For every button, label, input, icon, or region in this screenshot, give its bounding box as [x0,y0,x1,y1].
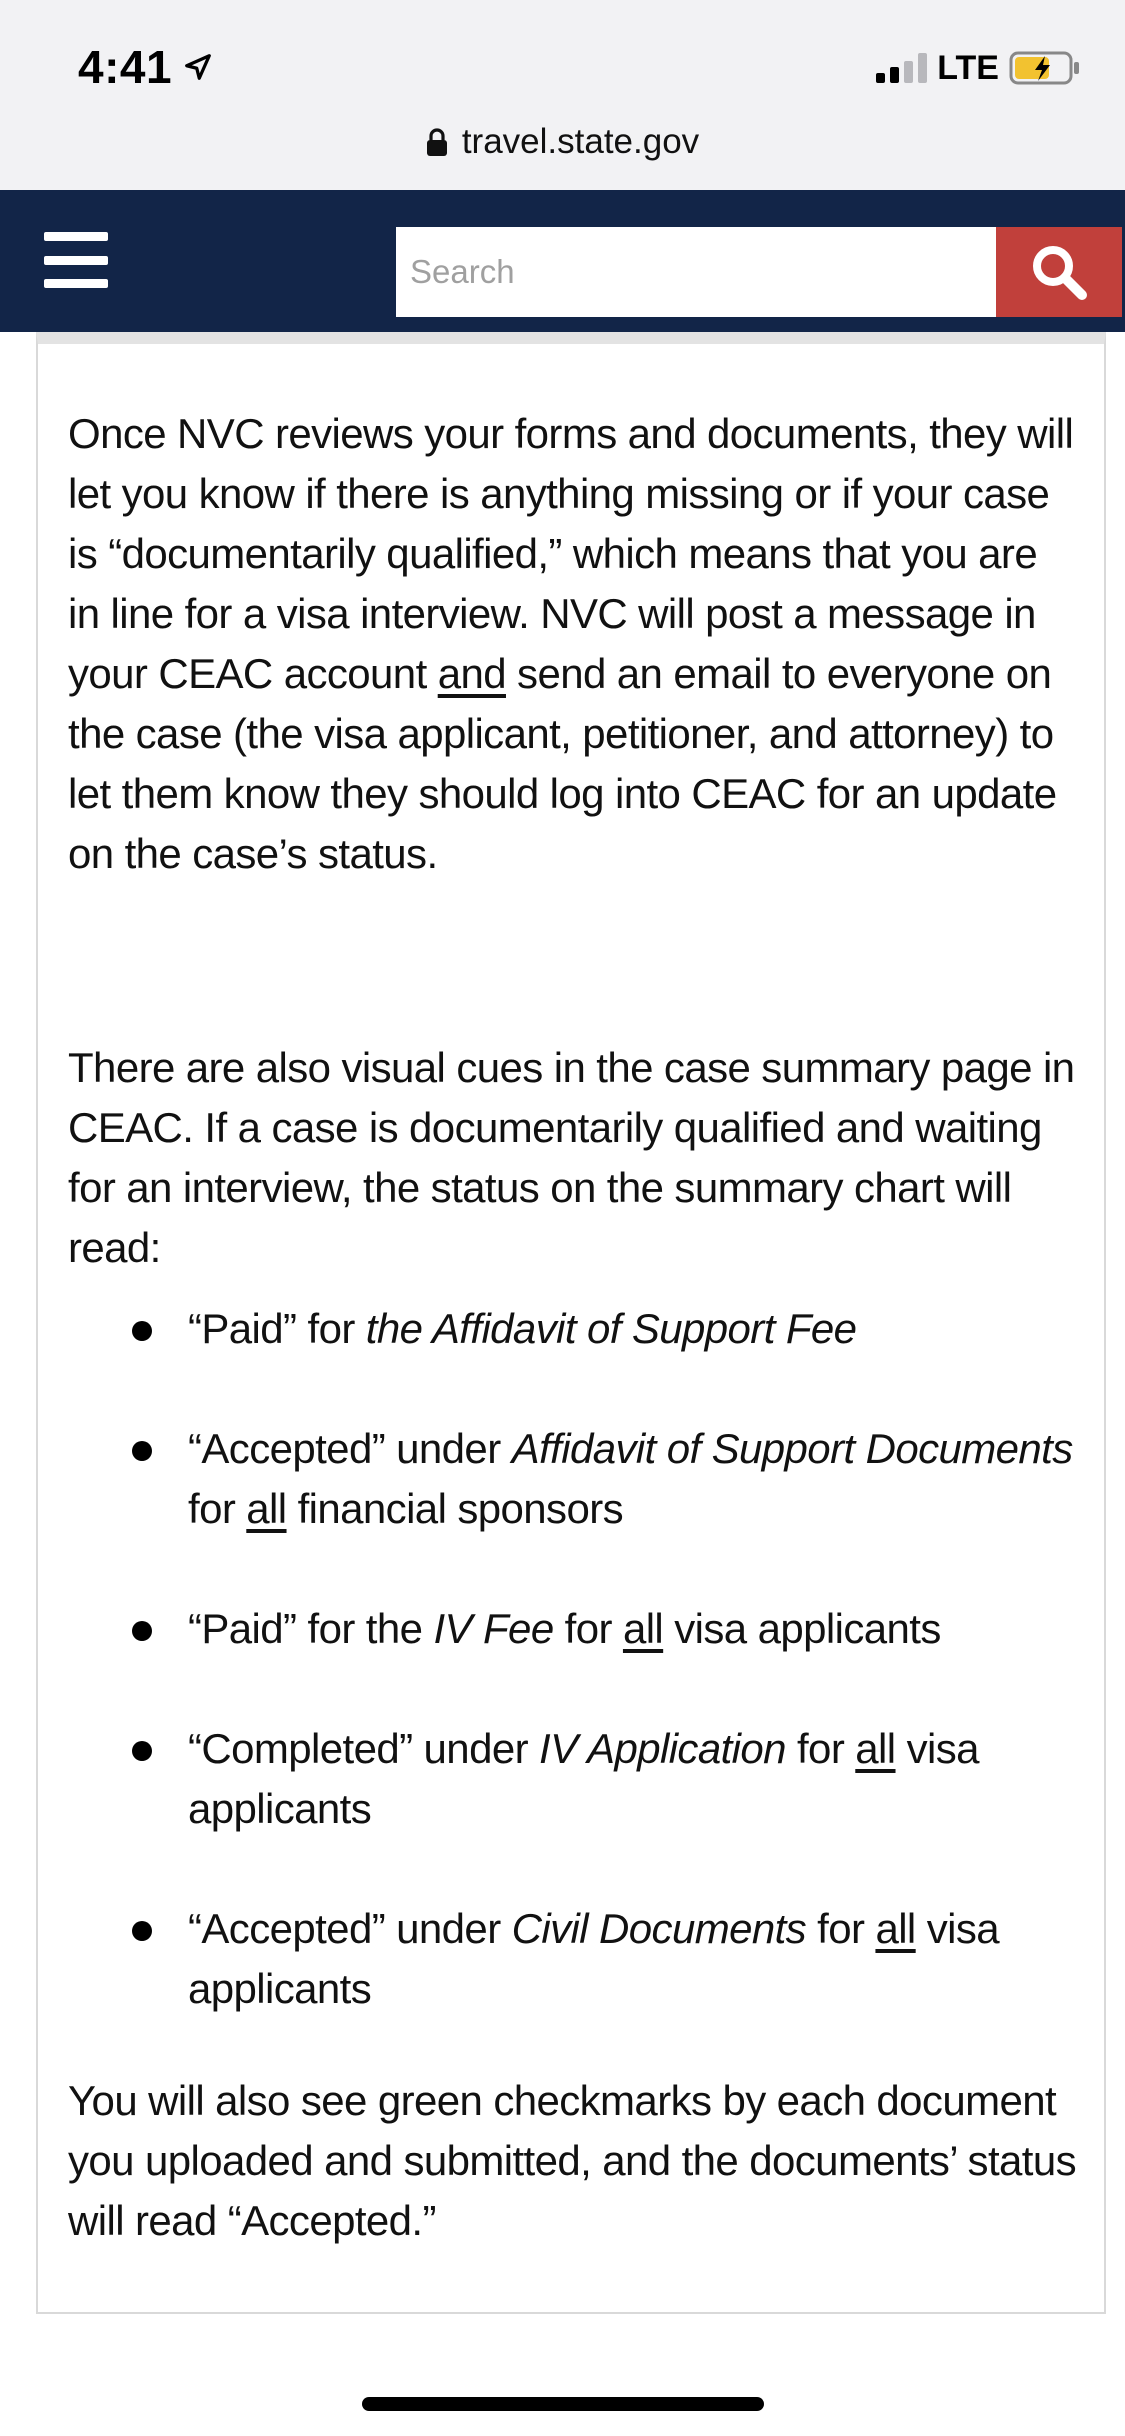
cue-rest: visa applicants [188,1725,979,1832]
content-card [36,332,1106,2314]
cue-emphasis: all [246,1485,287,1532]
cue-status: “Paid” for [188,1305,366,1352]
cue-item: Affidavit of Support Documents [511,1425,1073,1472]
paragraph-visual-cues: There are also visual cues in the case summary page in CEAC. If a case is documentarily qualified and waiting for an interview, the status on the summary chart will read: [68,1044,1075,1271]
menu-icon[interactable] [44,232,108,288]
underlined-text: and [437,650,506,697]
cue-rest: visa applicants [663,1605,941,1652]
paragraph-nvc-review [68,404,1078,884]
lock-icon [426,127,448,157]
cue-status: “Accepted” under [188,1425,512,1472]
home-indicator[interactable] [362,2397,764,2411]
signal-strength-icon [876,53,927,83]
cue-item: IV Application [539,1725,786,1772]
list-item [68,1899,1078,2019]
cue-connector: for [806,1905,876,1952]
list-item [68,1719,1078,1839]
cue-status: “Paid” for the [188,1605,434,1652]
cue-connector: for [553,1605,623,1652]
cue-status: “Accepted” under [188,1905,512,1952]
search-icon [1028,241,1090,303]
cue-emphasis: all [875,1905,916,1952]
search-input[interactable] [396,227,996,317]
network-type: LTE [937,48,999,87]
cue-item: the Affidavit of Support Fee [365,1305,857,1352]
cue-connector: for [188,1485,247,1532]
paragraph-checkmarks: You will also see green checkmarks by each document you uploaded and submitted, and the documents’ status will read “Accepted.” [68,2077,1077,2244]
cue-connector: for [785,1725,856,1772]
url-text: travel.state.gov [461,122,700,161]
list-item [68,1419,1078,1539]
location-arrow-icon [183,52,213,82]
site-header [0,190,1125,332]
list-item [68,1599,1078,1659]
search-button[interactable] [996,227,1122,317]
cue-rest: visa applicants [188,1905,1000,2012]
cue-emphasis: all [622,1605,664,1652]
cue-status: “Completed” under [188,1725,540,1772]
cue-emphasis: all [855,1725,896,1772]
battery-charging-icon [1009,51,1081,85]
cue-item: IV Fee [433,1605,554,1652]
status-time: 4:41 [78,41,173,93]
status-cue-list [68,1299,1078,2019]
browser-chrome [0,0,1125,190]
address-bar[interactable] [0,118,1125,166]
paragraph-text: Once NVC reviews your forms and documents, they will let you know if there is anything missing or if your case is “documentarily qualified,” which means that you are in line for a visa interview. NVC will post a message in your CEAC account [68,410,1074,697]
list-item [68,1299,1078,1359]
article-body [68,404,1078,2251]
cue-rest: financial sponsors [286,1485,623,1532]
cue-item: Civil Documents [511,1905,807,1952]
status-indicators [876,48,1081,88]
paragraph-text: send an email to everyone on the case (the visa applicant, petitioner, and attorney) to let them know they should log into CEAC for an update on the case’s status. [68,650,1057,877]
